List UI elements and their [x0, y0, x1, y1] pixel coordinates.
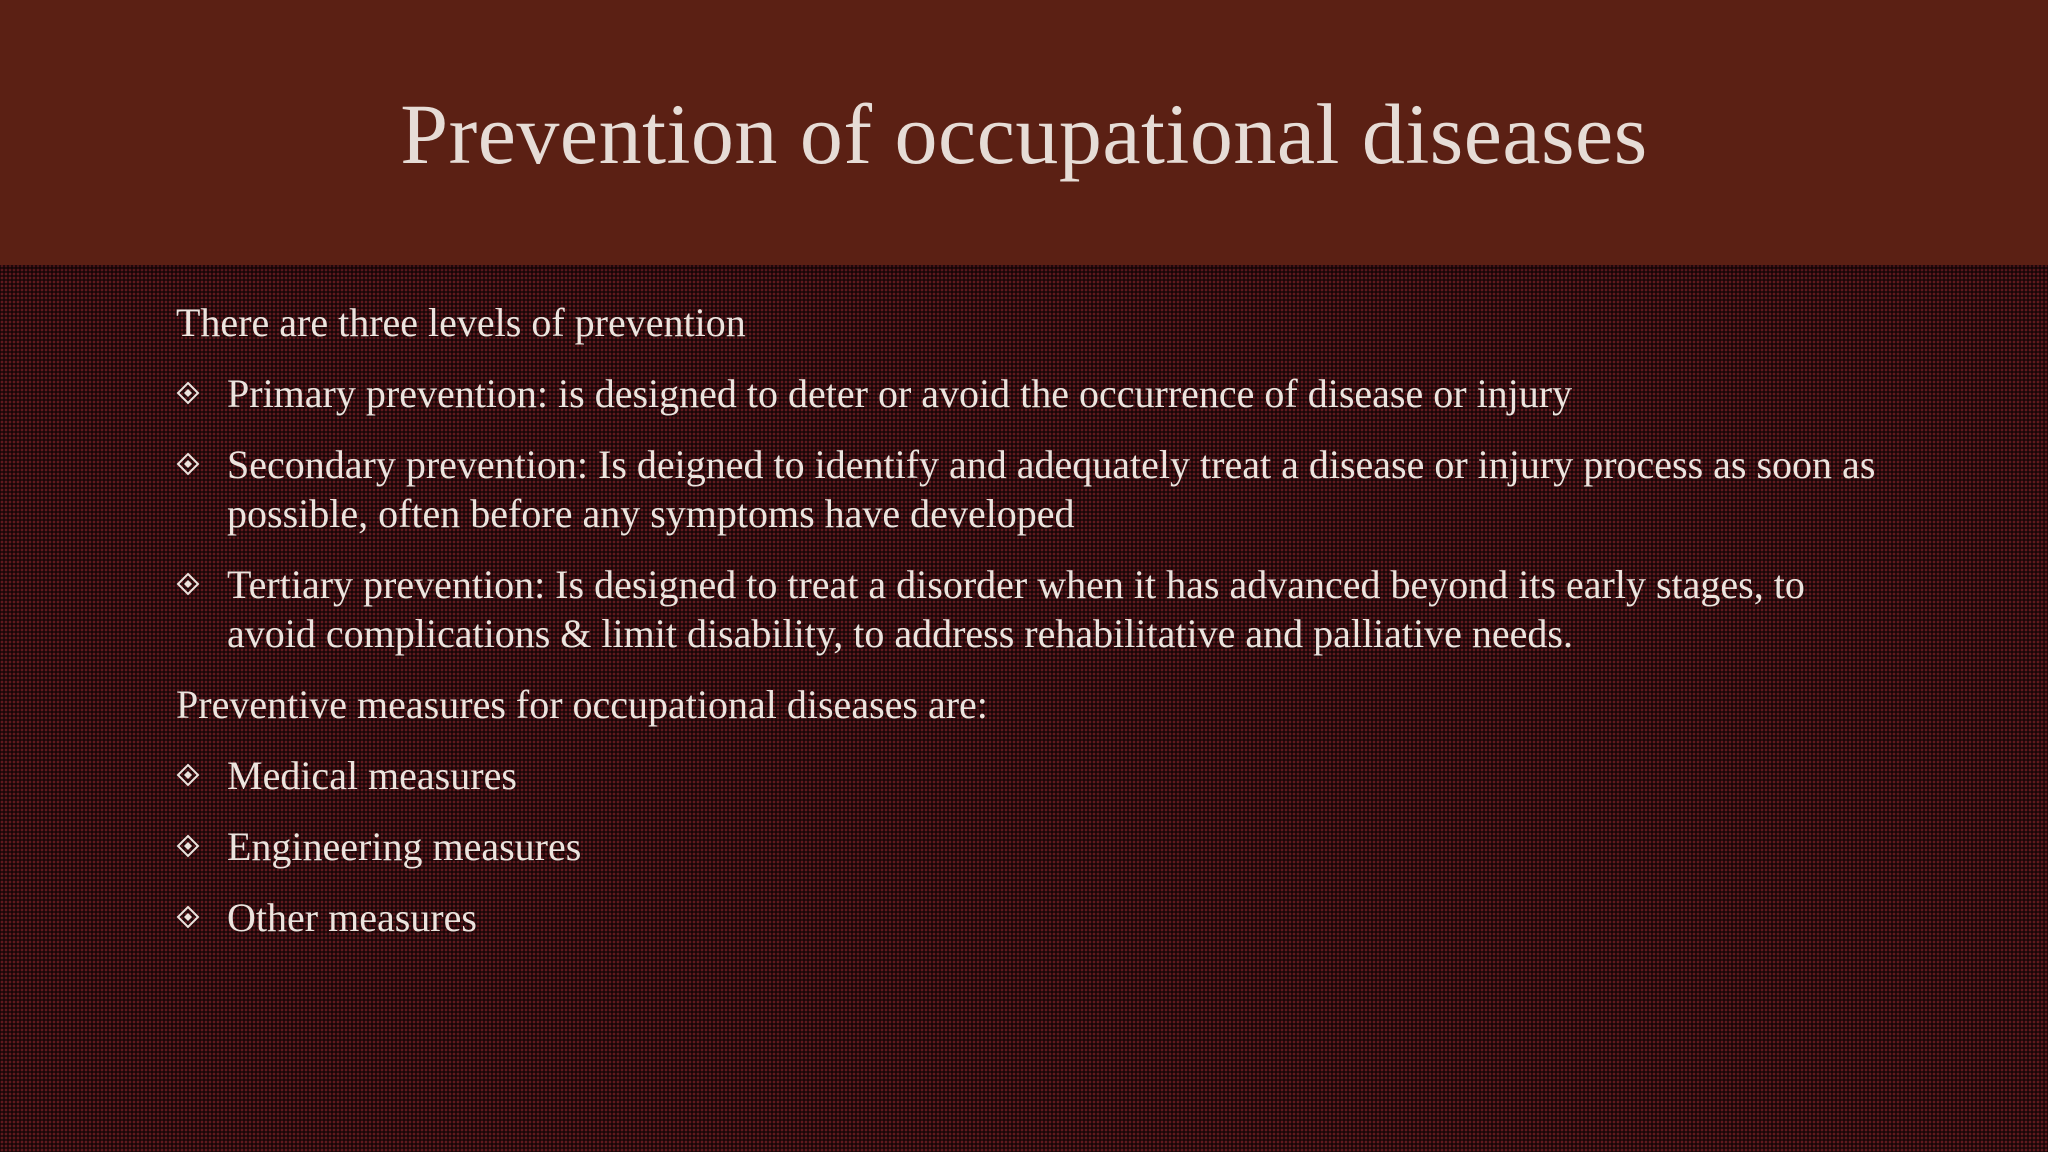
diamond-bullet-icon	[176, 763, 200, 787]
diamond-bullet-icon	[176, 381, 200, 405]
diamond-bullet-icon	[176, 834, 200, 858]
list-item	[176, 440, 1896, 538]
list-item	[176, 822, 1896, 871]
levels-intro: There are three levels of prevention	[176, 300, 746, 345]
list-item	[176, 560, 1896, 658]
diamond-bullet-icon	[176, 572, 200, 596]
list-item	[176, 751, 1896, 800]
measures-intro: Preventive measures for occupational diseases are:	[176, 682, 988, 727]
bullet-text: Engineering measures	[227, 824, 582, 869]
slide-body	[176, 298, 1896, 964]
diamond-bullet-icon	[176, 905, 200, 929]
list-item	[176, 369, 1896, 418]
bullet-text: Secondary prevention: Is deigned to identify and adequately treat a disease or injury process as soon as possible, often before any symptoms have developed	[227, 442, 1876, 536]
diamond-bullet-icon	[176, 452, 200, 476]
bullet-text: Medical measures	[227, 753, 517, 798]
list-item	[176, 893, 1896, 942]
bullet-text: Other measures	[227, 895, 477, 940]
slide-title: Prevention of occupational diseases	[400, 86, 1648, 182]
title-bar	[0, 0, 2048, 265]
bullet-text: Primary prevention: is designed to deter or avoid the occurrence of disease or injury	[227, 371, 1573, 416]
bullet-text: Tertiary prevention: Is designed to treat a disorder when it has advanced beyond its early stages, to avoid complications & limit disability, to address rehabilitative and palliative needs.	[227, 562, 1805, 656]
